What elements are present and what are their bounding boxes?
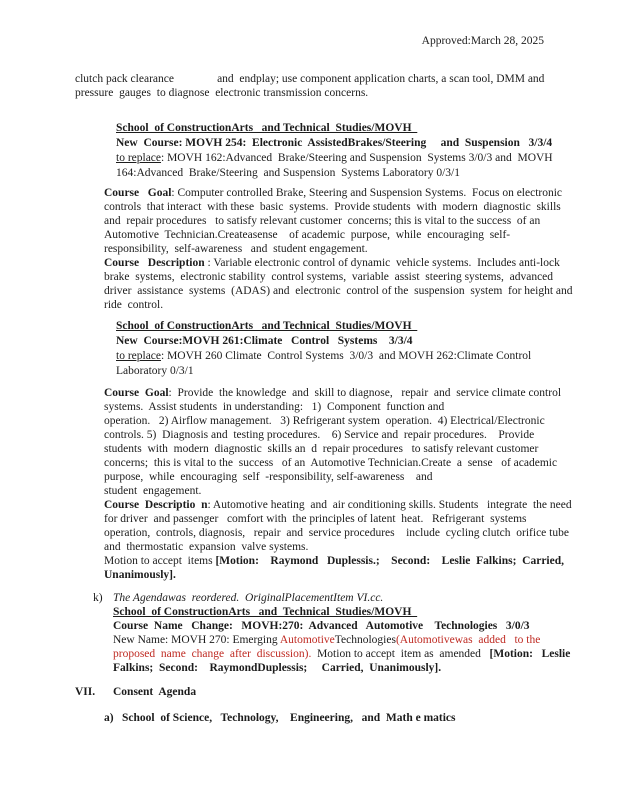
motion-bold-text: [Motion: Raymond Duplessis.; Second: Leslie Falkins; Carried, — [215, 555, 564, 567]
section1-header-block — [116, 121, 558, 181]
to-replace-label: to replace — [116, 350, 162, 362]
item-k-motion-line2: Falkins; Second: RaymondDuplessis; Carried, Unanimously]. — [113, 662, 442, 674]
text-line: ride control. — [104, 299, 164, 311]
text-line: pressure gauges to diagnose electronic transmission concerns. — [75, 87, 369, 99]
section2-goal-lines — [104, 400, 558, 498]
text-line: controls. 5) Diagnosis and testing procedures. 6) Service and repair procedures. Provide — [104, 429, 535, 441]
new-name-line1: New Name: MOVH 270: Emerging AutomotiveTechnologies(Automotivewas added to the — [113, 634, 541, 646]
section2-to-replace-line2: Laboratory 0/3/1 — [116, 365, 194, 377]
text-line: brake systems, electronic stability control systems, variable assist steering systems, advanced — [104, 271, 554, 283]
section2-description-lines — [104, 512, 569, 554]
red-edit-note-cont: proposed name change after discussion). — [113, 648, 312, 660]
section1-school-heading: School of ConstructionArts and Technical Studies/MOVH — [116, 122, 418, 134]
item-k-school-heading: School of ConstructionArts and Technical Studies/MOVH — [113, 606, 418, 618]
item-k-reordered-line — [93, 591, 558, 605]
section1-goal-lines — [104, 200, 561, 256]
course-goal-label: Course Goal — [104, 387, 169, 399]
item-a-text: School of Science, Technology, Engineering, and Math e matics — [122, 712, 456, 724]
text-line: student engagement. — [104, 485, 202, 497]
text-line: driver assistance systems (ADAS) and electronic control of the suspension system for height and — [104, 285, 573, 297]
text-line: and repair procedures to satisfy relevant customer concerns; this is vital to the success of an — [104, 215, 541, 227]
intro-paragraph — [75, 72, 558, 100]
item-k-marker: k) — [93, 592, 103, 604]
section1-new-course-line: New Course: MOVH 254: Electronic AssistedBrakes/Steering and Suspension 3/3/4 — [116, 137, 553, 149]
to-replace-text: : MOVH 260 Climate Control Systems 3/0/3 and MOVH 262:Climate Control — [161, 350, 532, 362]
reordered-note: The Agendawas reordered. OriginalPlacementItem VI.cc. — [113, 592, 384, 604]
approved-date-line: Approved:March 28, 2025 — [421, 35, 544, 47]
course-goal-label: Course Goal — [104, 187, 172, 199]
text-line: and thermostatic expansion valve systems. — [104, 541, 309, 553]
section2-goal-block: Course Goal: Provide the knowledge and skill to diagnose, repair and service climate control systems. Assist students in understanding: 1) Component function and operation. 2) Airflow management. 3) Refrigerant system operation. 4) Electrical/Electronic controls. 5) Diagnosis and testing procedures. 6) Service and repair procedures. Provide students with modern diagnostic skills an d repair procedures to satisfy relevant customer concerns; this is vital to the success of an Automotive Technician.Create a sense of academic purpose, while encouraging self -responsibility, self-awareness and student engagement. Course Descriptio n: Automotive heating and air conditioning skills. Students integrate the need for driver and passenger comfort with the principles of latent heat. Refrigerant systems operation, controls, diagnosis, repair and service procedures include cycling clutch orifice tube and thermostatic expansion valve systems. Motion to accept items [Motion: Raymond Duplessis.; Second: Leslie Falkins; Carried, Unanimously]. — [104, 387, 572, 581]
course-name-change-line: Course Name Change: MOVH:270: Advanced Automotive Technologies 3/0/3 — [113, 620, 530, 632]
text-line: for driver and passenger comfort with the principles of latent heat. Refrigerant systems — [104, 513, 527, 525]
course-description-label: Course Description — [104, 257, 205, 269]
to-replace-text: : MOVH 162:Advanced Brake/Steering and Suspension Systems 3/0/3 and MOVH — [161, 152, 553, 164]
section2-to-replace-line — [116, 349, 558, 364]
text-line: students with modern diagnostic skills an d repair procedures to satisfy relevant customer — [104, 443, 539, 455]
red-edit-text: Automotive — [279, 634, 335, 646]
motion-bold-text: [Motion: Leslie — [489, 648, 571, 660]
text-line: concerns; this is vital to the success of an Automotive Technician.Create a sense of academic — [104, 457, 558, 469]
new-name-line2: proposed name change after discussion). Motion to accept item as amended [Motion: Leslie — [113, 648, 571, 660]
to-replace-label: to replace — [116, 152, 162, 164]
section1-goal-block: Course Goal: Computer controlled Brake, Steering and Suspension Systems. Focus on electronic controls that interact with these basic systems. Provide students with modern diagnostic skills and repair procedures to satisfy relevant customer concerns; this is vital to the success of an Automotive Technician.Createasense of academic purpose, while encouraging self- responsibility, self-awareness and student engagement. Course Description : Variable electronic control of dynamic vehicle systems. Includes anti-lock brake systems, electronic stability control systems, variable assist steering systems, advanced driver assistance systems (ADAS) and electronic control of the suspension system for height and ride control. — [104, 187, 573, 311]
section1-to-replace-line — [116, 151, 558, 166]
section2-motion-line2: Unanimously]. — [104, 569, 176, 581]
section2-header-block — [116, 319, 558, 379]
agenda-item-k — [93, 591, 571, 675]
text-line: controls that interact with these basic systems. Provide students with modern diagnostic skills — [104, 201, 561, 213]
course-description-label: Course Descriptio n — [104, 499, 208, 511]
text-line: systems. Assist students in understanding: 1) Component function and — [104, 401, 445, 413]
consent-agenda-heading — [75, 685, 558, 699]
section2-new-course-line: New Course:MOVH 261:Climate Control Systems 3/3/4 — [116, 335, 413, 347]
section2-school-heading: School of ConstructionArts and Technical Studies/MOVH — [116, 320, 418, 332]
text-line: operation. 2) Airflow management. 3) Refrigerant system operation. 4) Electrical/Electronic — [104, 415, 545, 427]
section1-to-replace-line2: 164:Advanced Brake/Steering and Suspension Systems Laboratory 0/3/1 — [116, 167, 460, 179]
text-line: purpose, while encouraging self -responsibility, self-awareness and — [104, 471, 433, 483]
text-line: operation, controls, diagnosis, repair and service procedures include cycling clutch orifice tube — [104, 527, 569, 539]
text-line: clutch pack clearance and endplay; use component application charts, a scan tool, DMM and — [75, 73, 545, 85]
text-line: responsibility, self-awareness and student engagement. — [104, 243, 368, 255]
consent-item-a — [104, 711, 558, 725]
section1-description-lines — [104, 270, 573, 312]
text-line: Automotive Technician.Createasense of academic purpose, while encouraging self- — [104, 229, 511, 241]
item-a-marker: a) — [104, 712, 114, 724]
item-k-content — [113, 605, 571, 675]
roman-numeral: VII. — [75, 686, 96, 698]
section2-motion-line1: Motion to accept items [Motion: Raymond Duplessis.; Second: Leslie Falkins; Carried, — [104, 555, 564, 567]
consent-agenda-title: Consent Agenda — [113, 686, 197, 698]
red-edit-note: (Automotivewas added to the — [395, 634, 541, 646]
